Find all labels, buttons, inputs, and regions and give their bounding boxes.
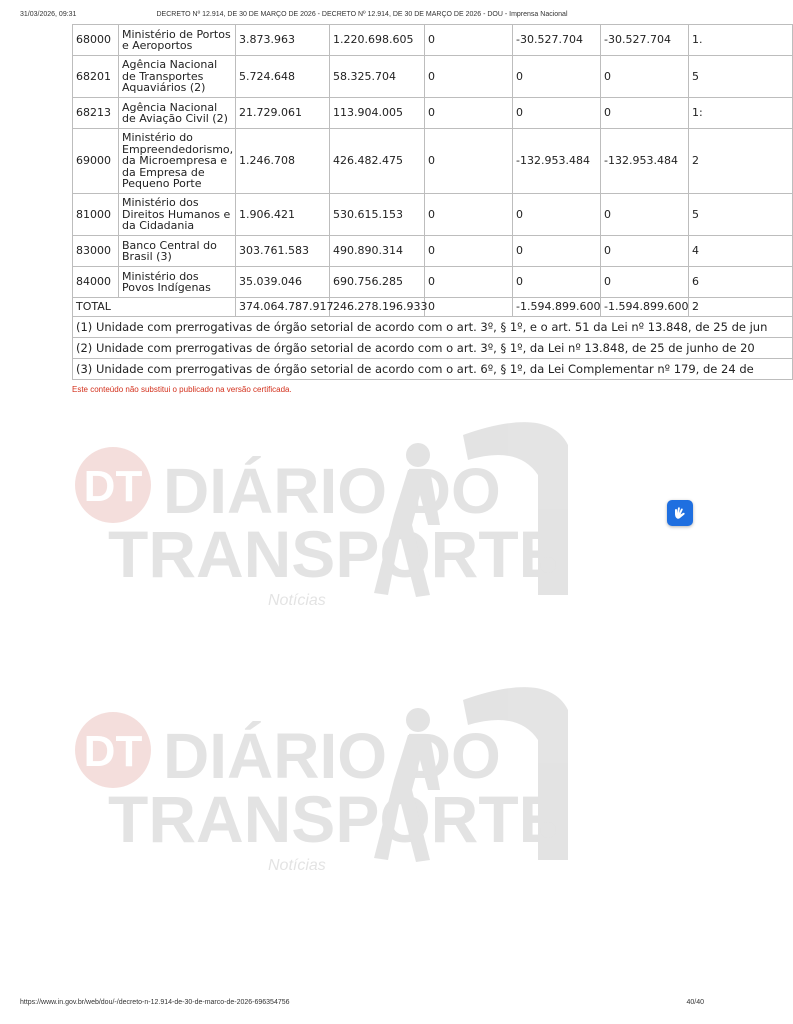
cell-note: (2) Unidade com prerrogativas de órgão setorial de acordo com o art. 3º, § 1º, da Lei nº 13.848, de 25 de junho de 20	[73, 338, 793, 359]
cell-name: Ministério de Portos e Aeroportos	[119, 25, 236, 56]
print-url: https://www.in.gov.br/web/dou/-/decreto-n-12.914-de-30-de-marco-de-2026-696354756	[20, 999, 290, 1006]
cell-value: 0	[513, 236, 601, 267]
cell-value: 490.890.314	[330, 236, 425, 267]
cell-value: 1.906.421	[236, 194, 330, 236]
cell-value: 374.064.787.917	[236, 298, 330, 317]
cell-value: 21.729.061	[236, 98, 330, 129]
cell-value: 0	[425, 236, 513, 267]
watermark-line2: TRANSPORTE	[108, 782, 563, 856]
cell-name: Ministério dos Povos Indígenas	[119, 267, 236, 298]
table-row	[73, 25, 793, 56]
table-note-row	[73, 338, 793, 359]
cell-value: 0	[601, 267, 689, 298]
table-row	[73, 98, 793, 129]
watermark-line1: DIÁRIO DO	[163, 720, 501, 792]
cell-value: 0	[601, 98, 689, 129]
cell-value: 1.	[689, 25, 793, 56]
print-footer	[20, 999, 704, 1011]
cell-note: (3) Unidade com prerrogativas de órgão setorial de acordo com o art. 6º, § 1º, da Lei Complementar nº 179, de 24 de	[73, 359, 793, 380]
print-datetime: 31/03/2026, 09:31	[20, 11, 77, 18]
cell-value: 2	[689, 129, 793, 194]
cell-code: 81000	[73, 194, 119, 236]
cell-code: 83000	[73, 236, 119, 267]
cell-value: 0	[513, 98, 601, 129]
cell-value: 1:	[689, 98, 793, 129]
table-note-row	[73, 317, 793, 338]
cell-value: 0	[513, 267, 601, 298]
table-row	[73, 267, 793, 298]
cell-value: 426.482.475	[330, 129, 425, 194]
cell-value: 5	[689, 194, 793, 236]
watermark-dt-letters: DT	[83, 727, 143, 776]
cell-value: 0	[601, 194, 689, 236]
cell-value: -132.953.484	[601, 129, 689, 194]
cell-value: -1.594.899.600	[601, 298, 689, 317]
sign-language-hands-icon	[672, 505, 688, 521]
cell-value: 5.724.648	[236, 56, 330, 98]
table-total-row	[73, 298, 793, 317]
budget-table	[72, 24, 793, 380]
cell-value: 0	[425, 98, 513, 129]
cell-code: 68213	[73, 98, 119, 129]
cell-code: 84000	[73, 267, 119, 298]
cell-value: 0	[425, 267, 513, 298]
cell-note: (1) Unidade com prerrogativas de órgão setorial de acordo com o art. 3º, § 1º, e o art. 51 da Lei nº 13.848, de 25 de jun	[73, 317, 793, 338]
cell-value: 1.220.698.605	[330, 25, 425, 56]
watermark-line3: Notícias	[268, 592, 326, 609]
cell-value: 113.904.005	[330, 98, 425, 129]
cell-name: Ministério dos Direitos Humanos e da Cidadania	[119, 194, 236, 236]
cell-value: 0	[513, 194, 601, 236]
cell-code: 69000	[73, 129, 119, 194]
cell-value: -132.953.484	[513, 129, 601, 194]
cell-value: 303.761.583	[236, 236, 330, 267]
budget-table-container	[72, 24, 768, 376]
cell-value: 4	[689, 236, 793, 267]
cell-value: -30.527.704	[513, 25, 601, 56]
cell-value: 1.246.708	[236, 129, 330, 194]
cell-value: 35.039.046	[236, 267, 330, 298]
print-title: DECRETO Nº 12.914, DE 30 DE MARÇO DE 2026 - DECRETO Nº 12.914, DE 30 DE MARÇO DE 2026 - DOU - Imprensa Nacional	[156, 11, 568, 18]
cell-total-label: TOTAL	[73, 298, 236, 317]
cell-value: 5	[689, 56, 793, 98]
table-row	[73, 129, 793, 194]
accessibility-button[interactable]	[667, 500, 693, 526]
page-number: 40/40	[686, 999, 704, 1006]
watermark-line3: Notícias	[268, 857, 326, 874]
watermark-dt-letters: DT	[83, 462, 143, 511]
cell-value: 246.278.196.933	[330, 298, 425, 317]
disclaimer-text: Este conteúdo não substitui o publicado na versão certificada.	[72, 385, 292, 394]
cell-value: 0	[601, 56, 689, 98]
cell-value: 0	[425, 298, 513, 317]
table-row	[73, 56, 793, 98]
table-row	[73, 236, 793, 267]
cell-value: -1.594.899.600	[513, 298, 601, 317]
watermark-logo	[68, 415, 568, 615]
cell-value: 0	[601, 236, 689, 267]
cell-value: 0	[425, 129, 513, 194]
cell-value: 690.756.285	[330, 267, 425, 298]
cell-value: 0	[513, 56, 601, 98]
cell-value: 2	[689, 298, 793, 317]
cell-value: 0	[425, 194, 513, 236]
cell-value: 0	[425, 56, 513, 98]
table-note-row	[73, 359, 793, 380]
watermark-logo	[68, 680, 568, 880]
cell-value: 530.615.153	[330, 194, 425, 236]
cell-value: -30.527.704	[601, 25, 689, 56]
watermark-line1: DIÁRIO DO	[163, 455, 501, 527]
cell-name: Banco Central do Brasil (3)	[119, 236, 236, 267]
cell-value: 0	[425, 25, 513, 56]
watermark-line2: TRANSPORTE	[108, 517, 563, 591]
cell-value: 6	[689, 267, 793, 298]
cell-name: Agência Nacional de Transportes Aquaviários (2)	[119, 56, 236, 98]
print-header	[20, 11, 704, 23]
cell-code: 68201	[73, 56, 119, 98]
cell-name: Agência Nacional de Aviação Civil (2)	[119, 98, 236, 129]
table-row	[73, 194, 793, 236]
cell-value: 58.325.704	[330, 56, 425, 98]
cell-value: 3.873.963	[236, 25, 330, 56]
cell-name: Ministério do Empreendedorismo, da Microempresa e da Empresa de Pequeno Porte	[119, 129, 236, 194]
cell-code: 68000	[73, 25, 119, 56]
